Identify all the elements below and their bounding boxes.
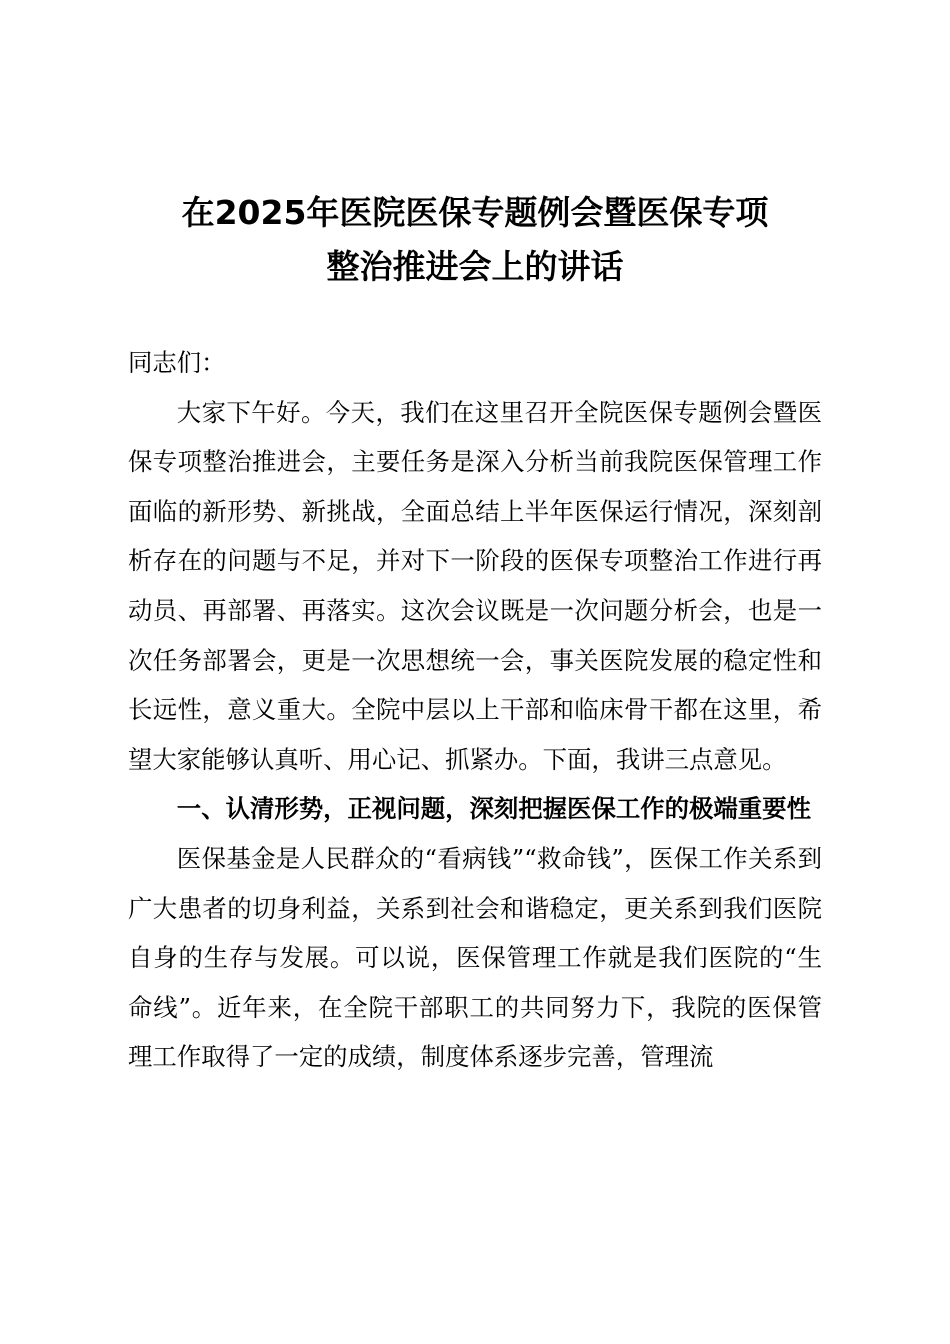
salutation: 同志们： [128,348,226,377]
title-line-1: 在2025年医院医保专题例会暨医保专项 [181,193,769,232]
document-body [128,338,822,1082]
intro-paragraph: 大家下午好。今天，我们在这里召开全院医保专题例会暨医保专项整治推进会，主要任务是深入分析当前我院医保管理工作面临的新形势、新挑战，全面总结上半年医保运行情况，深刻剖析存在的问题与不足，并对下一阶段的医保专项整治工作进行再动员、再部署、再落实。这次会议既是一次问题分析会，也是一次任务部署会，更是一次思想统一会，事关医院发展的稳定性和长远性，意义重大。全院中层以上干部和临床骨干都在这里，希望大家能够认真听、用心记、抓紧办。下面，我讲三点意见。 [128,397,822,774]
section-heading: 一、认清形势，正视问题，深刻把握医保工作的极端重要性 [176,794,811,824]
title-line-2: 整治推进会上的讲话 [326,247,624,286]
document-title [100,186,850,294]
section-paragraph: 医保基金是人民群众的“看病钱”“救命钱”，医保工作关系到广大患者的切身利益，关系到社会和谐稳定，更关系到我们医院自身的生存与发展。可以说，医保管理工作就是我们医院的“生命线”。近年来，在全院干部职工的共同努力下，我院的医保管理工作取得了一定的成绩，制度体系逐步完善，管理流 [128,843,822,1072]
